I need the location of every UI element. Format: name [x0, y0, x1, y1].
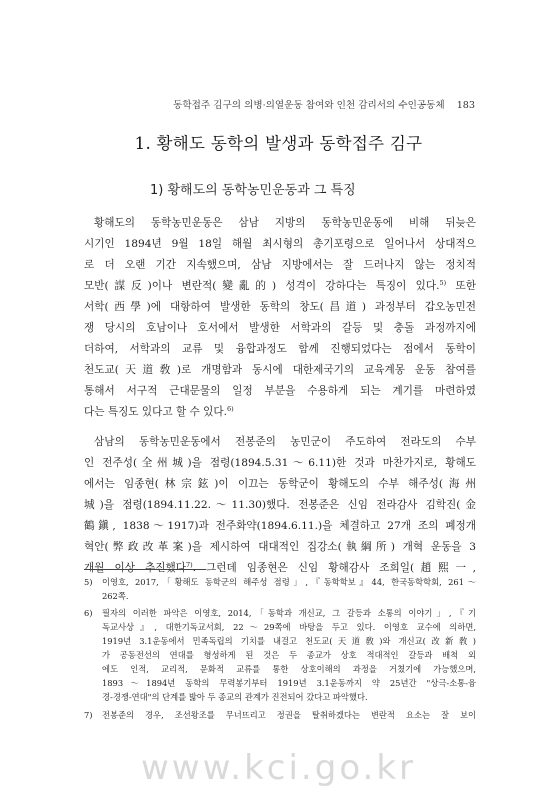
footnote-6-cont: 에도 인적, 교리적, 문화적 교류를 통한 상호이해의 과정을 거쳤기에 가능했으며,	[102, 664, 476, 674]
body-line: 鶴鎭, 1838～1917)과 전주화약(1894.6.11.)을 체결하고 27개 조의 폐정개	[84, 520, 476, 532]
body-line	[84, 276, 476, 297]
body-line	[84, 402, 476, 423]
body-line: 혁안(弊政改革案)을 제시하여 대대적인 집강소(執綱所) 개혁 운동을 3	[84, 541, 476, 553]
subsection-title: 1) 황해도의 동학농민운동과 그 특징	[150, 183, 356, 198]
body-line: 황해도의 동학농민운동은 삼남 지방의 동학농민운동에 비해 뒤늦은	[94, 217, 476, 229]
footnote-number: 5)	[84, 577, 93, 587]
body-line: 쟁 당시의 호남이나 호서에서 발생한 서학과의 갈등 및 충돌 과정까지에	[84, 322, 476, 334]
running-header	[70, 97, 475, 111]
page-number: 183	[456, 100, 475, 111]
footnote-6-cont: 1919년 3.1운동에서 민족독립의 기치를 내걸고 천도교(天道敎)와 개신교(改新敎)	[102, 636, 476, 646]
body-line: 인 전주성(全州城)을 점령(1894.5.31～6.11)한 것과 마찬가지로, 황해도	[84, 457, 476, 469]
body-line: 城)을 점령(1894.11.22.～11.30)했다. 전봉준은 신임 전라감사 김학진(金	[84, 499, 476, 511]
footnote-ref-5[interactable]: 5)	[439, 279, 447, 287]
body-text: 또한	[446, 280, 476, 292]
footnote-number: 7)	[84, 710, 93, 720]
body-text: 다는 특징도 있다고 할 수 있다.	[84, 406, 228, 418]
footnote-text: 이영호, 2017,「황해도 동학군의 해주성 점령」,『동학학보』44, 한국동학학회, 261～	[102, 577, 476, 587]
footnote-text: 필자의 이러한 파악은 이영호, 2014,「동학과 개신교, 그 갈등과 소통의 이야기」,『기	[102, 608, 476, 618]
body-text: 개월 이상 추진했다	[84, 562, 186, 574]
footnote-7	[84, 708, 476, 722]
footnote-text: 전봉준의 경우, 조선왕조를 무너뜨리고 정권을 탈취하겠다는 변란적 요소는 잘 보이	[102, 710, 476, 720]
body-text: 모반(謀反)이나 변란적(變亂的) 성격이 강하다는 특징이 있다.	[84, 280, 440, 292]
footnote-5-cont: 262쪽.	[102, 591, 129, 601]
footnote-5	[84, 575, 476, 589]
footnote-ref-7[interactable]: 7)	[185, 561, 193, 569]
body-line: 로 더 오랜 기간 지속했으며, 삼남 지방에서는 잘 드러나지 않는 정치적	[84, 259, 476, 271]
footnote-6-cont: 1893～1894년 동학의 무력봉기부터 1919년 3.1운동까지 약 25년간 "상극-소통-융	[102, 678, 476, 688]
body-line: 에서는 임종현(林宗鉉)이 이끄는 동학군이 황해도의 수부 해주성(海州	[84, 478, 476, 490]
body-line: 서학(西學)에 대항하여 발생한 동학의 창도(昌道) 과정부터 갑오농민전	[84, 301, 476, 313]
footnote-6	[84, 606, 476, 620]
footnote-6-cont: 경-경쟁-연대"의 단계를 밟아 두 종교의 관계가 진전되어 갔다고 파악했다.	[102, 692, 368, 702]
footnote-6-cont: 독교사상』, 대한기독교서회, 22～29쪽에 바탕을 두고 있다. 이영호 교수에 의하면,	[102, 622, 476, 632]
body-line: 시기인 1894년 9월 18일 해월 최시형의 총기포령으로 일어나서 상대적으	[84, 238, 476, 250]
body-line: 더하여, 서학과의 교류 및 융합과정도 함께 진행되었다는 점에서 동학이	[84, 343, 476, 355]
footnote-ref-6[interactable]: 6)	[227, 405, 234, 413]
section-title: 1. 황해도 동학의 발생과 동학접주 김구	[134, 134, 423, 153]
footnote-6-cont: 가 공동전선의 연대를 형성하게 된 것은 두 종교가 상호 적대적인 갈등과 배척 외	[102, 650, 476, 660]
watermark: www.kci.go.kr	[140, 748, 416, 788]
running-title: 동학접주 김구의 의병·의열운동 참여와 인천 감리서의 수인공동체	[173, 100, 445, 111]
footnote-number: 6)	[84, 608, 93, 618]
body-text: . 그런데 임종현은 신임 황해감사 조희일(趙熙一,	[192, 562, 476, 574]
footnote-divider	[84, 569, 206, 570]
body-line: 삼남의 동학농민운동에서 전봉준의 농민군이 주도하여 전라도의 수부	[94, 436, 476, 448]
body-line: 천도교(天道敎)로 개명함과 동시에 대한제국기의 교육계몽 운동 참여를	[84, 364, 476, 376]
body-line: 통해서 서구적 근대문물의 일정 부분을 수용하게 되는 계기를 마련하였	[84, 385, 476, 397]
